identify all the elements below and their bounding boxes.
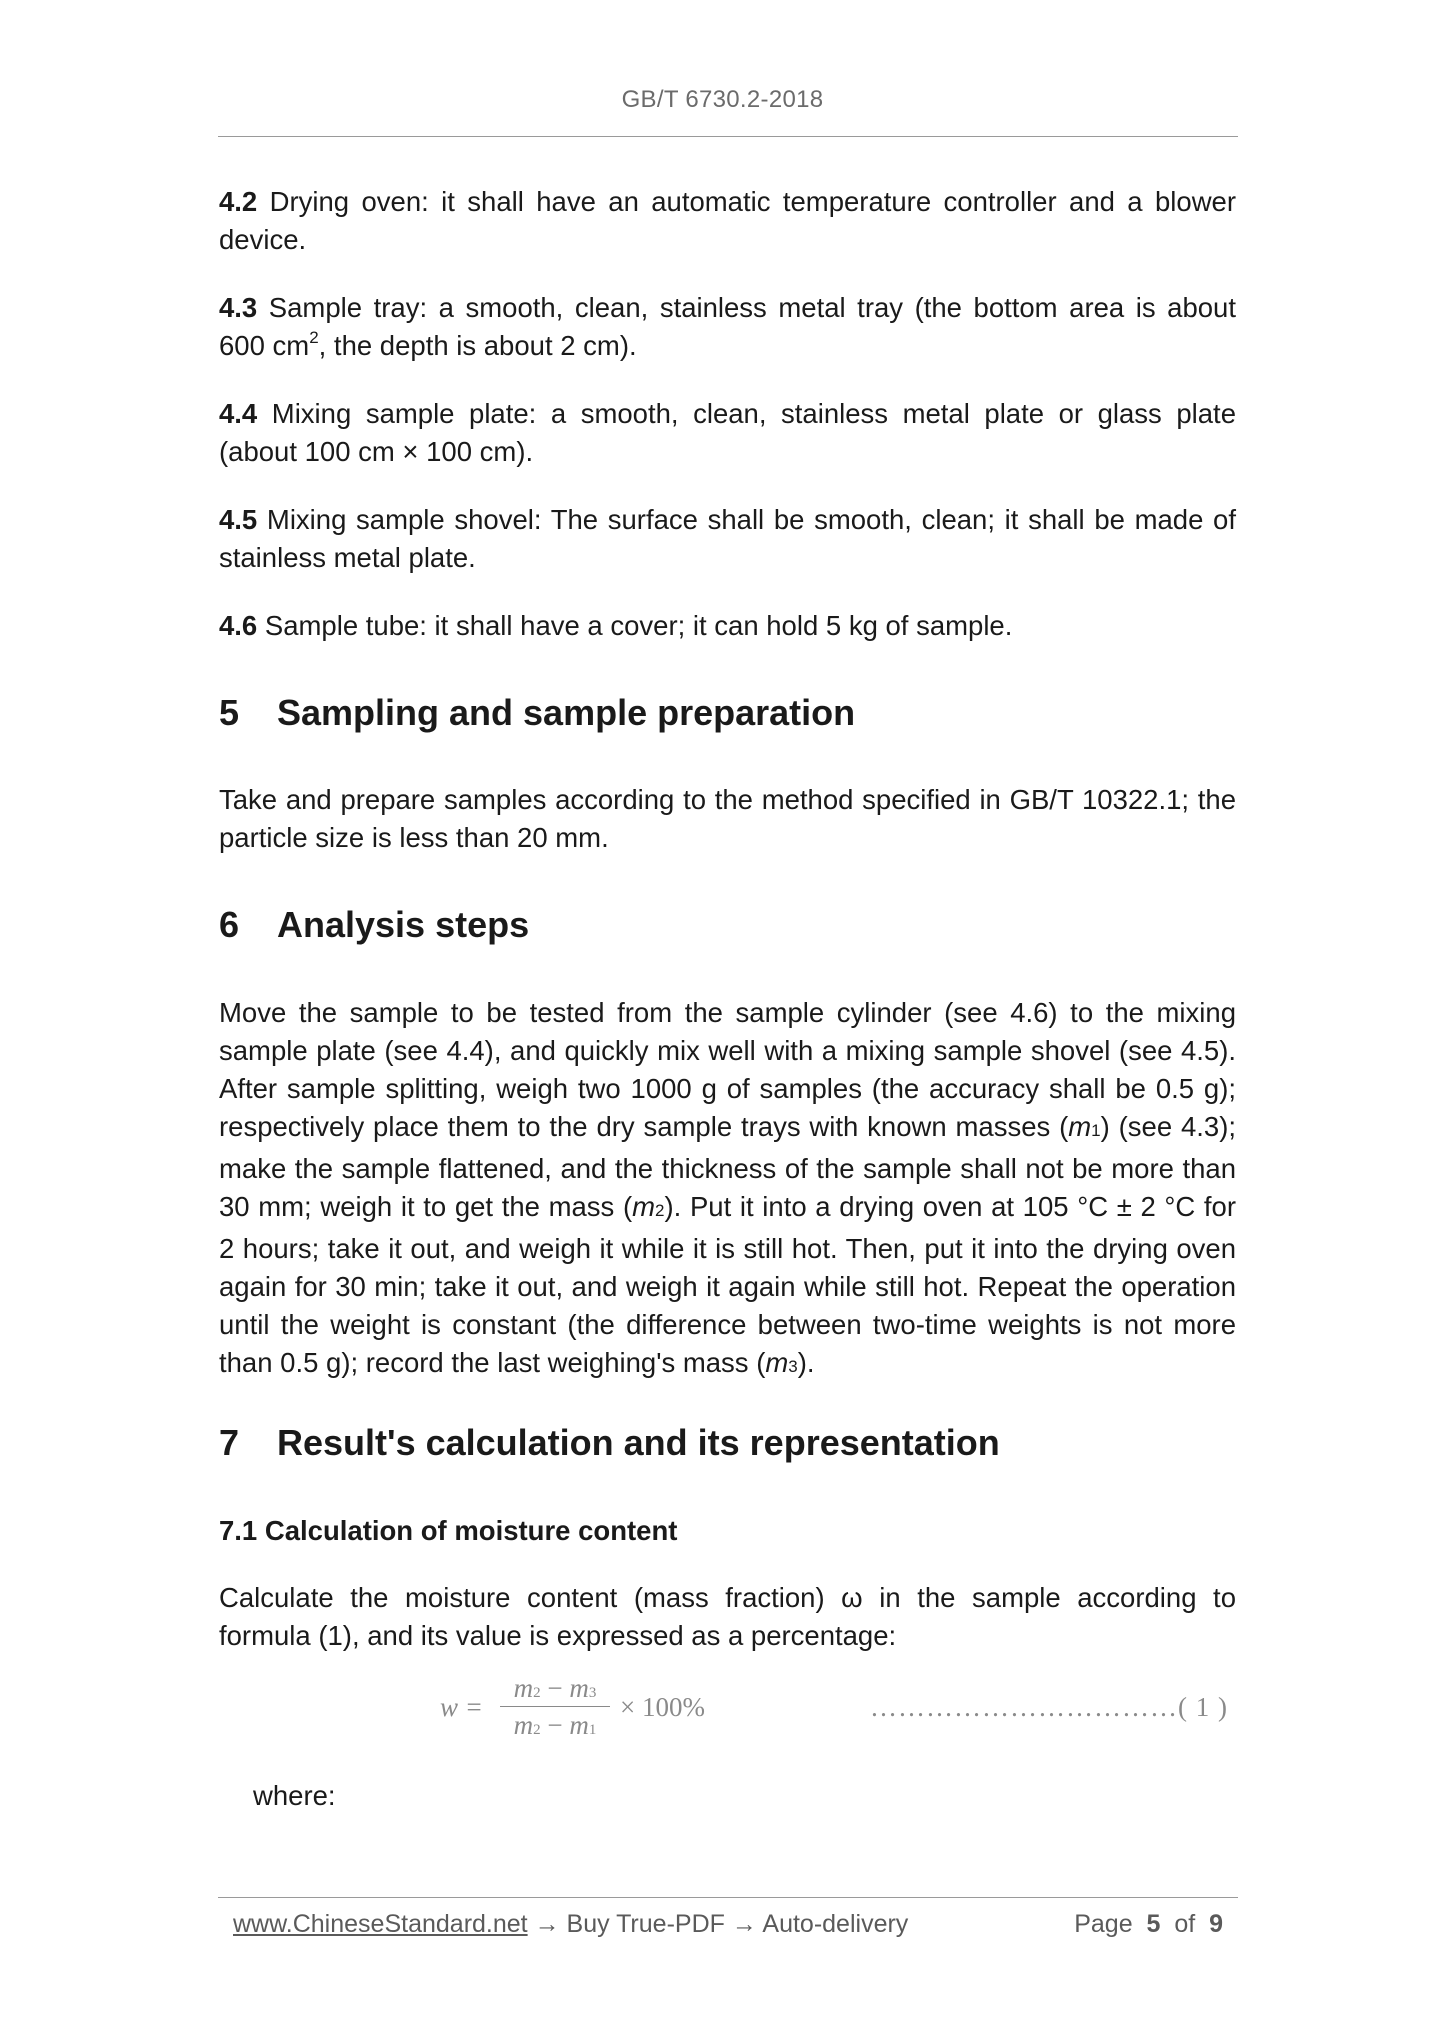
item-4-4: [219, 395, 1236, 471]
section-title: Sampling and sample preparation: [277, 692, 856, 733]
mass-variable: m: [765, 1347, 789, 1378]
superscript: 2: [309, 327, 319, 347]
body-text: ).: [797, 1347, 815, 1378]
body-text: ). Put it into a drying oven at 105 °C ± 2 °C for 2 hours; take it out, and weigh it while it is still hot. Then, put it into the drying oven again for 30 min; take it out, and weigh it again while still hot. Repeat the operation until the weight is constant (the difference between two-time weights is not more than 0.5 g); record the last weighing's mass (: [219, 1191, 1236, 1378]
body-text: Move the sample to be tested from the sample cylinder (see 4.6) to the mixing sample plate (see 4.4), and quickly mix well with a mixing sample shovel (see 4.5). After sample splitting, weigh two 1000 g of samples (the accuracy shall be 0.5 g); respectively place them to the dry sample trays with known masses (: [219, 997, 1236, 1142]
item-text: Mixing sample plate: a smooth, clean, stainless metal plate or glass plate (about 100 cm × 100 cm).: [219, 398, 1236, 467]
item-number: 4.2: [219, 186, 258, 217]
formula-denominator: m2 − m1: [513, 1710, 597, 1740]
item-4-5: [219, 501, 1236, 577]
footer-site-link[interactable]: www.ChineseStandard.net: [233, 1910, 528, 1938]
subsection-7-1-heading: 7.1 Calculation of moisture content: [219, 1515, 678, 1546]
page-indicator: [1074, 1910, 1223, 1939]
page-label: Page: [1074, 1910, 1133, 1938]
formula-lhs: w =: [440, 1692, 483, 1722]
page-total: 9: [1209, 1910, 1223, 1938]
section-number: 7: [219, 1422, 240, 1463]
formula-1: [440, 1672, 1240, 1752]
mass-variable: m: [1068, 1111, 1092, 1142]
item-number: 4.5: [219, 504, 258, 535]
subscript: 3: [788, 1357, 798, 1376]
item-4-3: [219, 289, 1236, 365]
section-number: 6: [219, 904, 240, 945]
section-6-body: [219, 994, 1236, 1386]
item-text: Sample tube: it shall have a cover; it can hold 5 kg of sample.: [257, 610, 1013, 641]
section-title: Analysis steps: [277, 904, 530, 945]
page-of: of: [1174, 1910, 1196, 1938]
item-number: 4.4: [219, 398, 258, 429]
item-4-2: [219, 183, 1236, 259]
where-label: where:: [253, 1780, 336, 1811]
section-6-heading: [219, 903, 529, 947]
fraction-bar: [500, 1706, 610, 1707]
formula-multiplier: × 100%: [620, 1692, 705, 1722]
header-doc-code: GB/T 6730.2-2018: [621, 86, 824, 113]
equation-number: ……………………………( 1 ): [870, 1692, 1228, 1722]
footer-tagline: → Buy True-PDF → Auto-delivery: [527, 1910, 909, 1938]
section-number: 5: [219, 692, 240, 733]
item-4-6: [219, 607, 1236, 645]
item-text: Mixing sample shovel: The surface shall be smooth, clean; it shall be made of stainless metal plate.: [219, 504, 1236, 573]
mass-variable: m: [632, 1191, 656, 1222]
item-text: Drying oven: it shall have an automatic temperature controller and a blower device.: [219, 186, 1236, 255]
formula-numerator: m2 − m3: [513, 1673, 597, 1703]
subscript: 2: [655, 1201, 665, 1220]
item-text-cont: , the depth is about 2 cm).: [318, 330, 637, 361]
item-number: 4.3: [219, 292, 258, 323]
body-text: ) (see 4.3); make the sample flattened, and the thickness of the sample shall not be more than 30 mm; weigh it to get the mass (: [219, 1111, 1236, 1222]
item-number: 4.6: [219, 610, 258, 641]
section-title: Result's calculation and its representation: [277, 1422, 1000, 1463]
section-7-heading: [219, 1421, 1000, 1465]
page-current: 5: [1146, 1910, 1161, 1938]
section-5-body: Take and prepare samples according to the method specified in GB/T 10322.1; the particle size is less than 20 mm.: [219, 784, 1236, 853]
section-7-body: Calculate the moisture content (mass fraction) ω in the sample according to formula (1), and its value is expressed as a percentage:: [219, 1582, 1236, 1651]
subscript: 1: [1091, 1121, 1101, 1140]
footer: [233, 1910, 1223, 1939]
section-5-heading: [219, 691, 855, 735]
header-rule: [218, 136, 1238, 137]
formula-fraction: [500, 1672, 610, 1741]
footer-rule: [218, 1897, 1238, 1898]
item-text: Sample tray: a smooth, clean, stainless metal tray (the bottom area is about 600 cm: [219, 292, 1236, 361]
